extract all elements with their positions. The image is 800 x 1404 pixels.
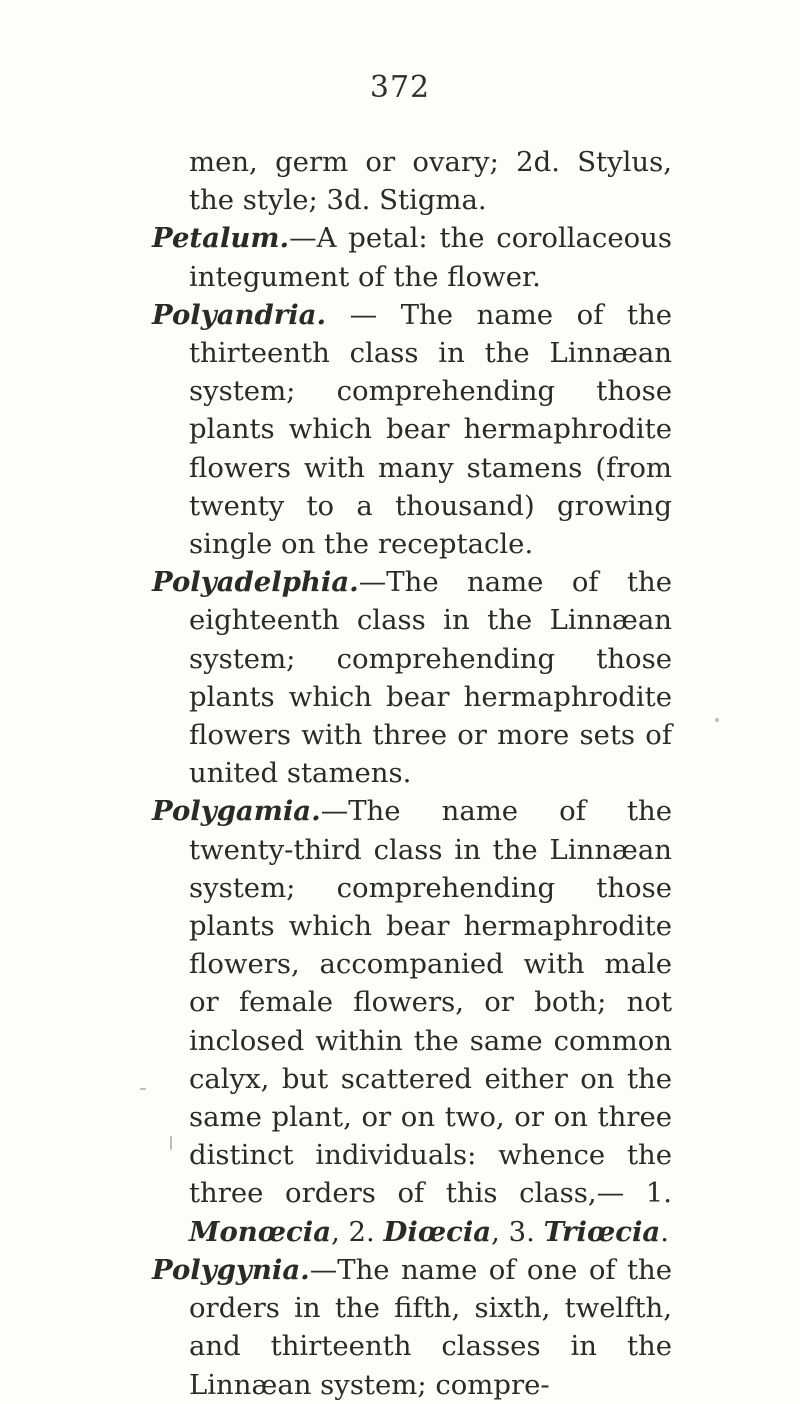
entry-term: Petalum. (152, 222, 290, 255)
glossary-text (152, 143, 672, 1404)
order-end: . (660, 1215, 670, 1248)
entry-text: —The name of the eighteenth class in the Linnæan system; comprehending those plants which bear hermaphrodite flowers with three or more sets of united stamens. (189, 566, 672, 790)
glossary-entry-polygamia (152, 792, 672, 1250)
entry-text: —A petal: the corollaceous integument of the flower. (189, 222, 672, 293)
entry-term: Polyadelphia. (152, 566, 359, 599)
page-number: 372 (369, 70, 431, 105)
order-name: Diœcia (383, 1215, 492, 1248)
order-name: Triœcia (543, 1215, 661, 1248)
glossary-entry-petalum (152, 219, 672, 295)
glossary-entry-polyadelphia (152, 563, 672, 792)
entry-text: men, germ or ovary; 2d. Stylus, the style; 3d. Stigma. (189, 146, 672, 217)
entry-term: Polygamia. (152, 795, 321, 828)
entry-text: — The name of the thirteenth class in the Linnæan system; comprehending those plants which bear hermaphrodite flowers with many stamens (from twenty to a thousand) growing single on the receptacle. (189, 298, 672, 561)
glossary-entry-polyandria (152, 296, 672, 563)
order-separator: , 2. (331, 1215, 384, 1248)
paper-speck (140, 1088, 146, 1090)
glossary-entry-polygynia (152, 1251, 672, 1404)
order-separator: , 3. (491, 1215, 544, 1248)
entry-term: Polygynia. (152, 1253, 310, 1286)
order-name: Monœcia (189, 1215, 332, 1248)
entry-text: —The name of the twenty-third class in the Linnæan system; comprehending those plants which bear hermaphrodite flowers, accompanied with male or female flowers, or both; not inclosed within the same common calyx, but scattered either on the same plant, or on two, or on three distinct individuals: whence the three orders of this class,— 1. (189, 795, 672, 1210)
entry-term: Polyandria. (152, 298, 327, 331)
glossary-entry-stamen-continuation (152, 143, 672, 219)
entry-text: —The name of one of the orders in the fifth, sixth, twelfth, and thirteenth classes in the Linnæan system; compre- (189, 1253, 672, 1401)
paper-speck (170, 1136, 172, 1150)
paper-speck (715, 718, 719, 722)
